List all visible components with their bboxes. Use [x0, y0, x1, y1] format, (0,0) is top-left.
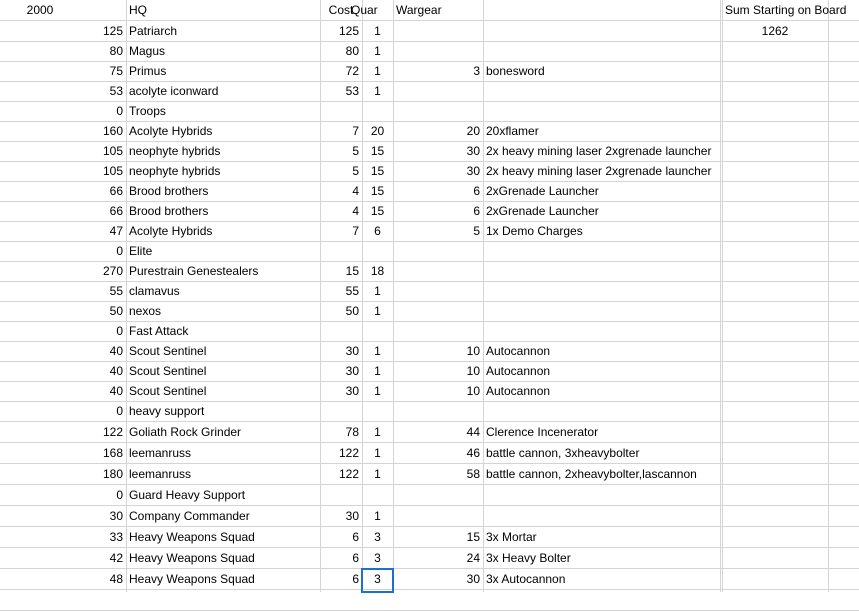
wargear-description-cell[interactable]: [483, 281, 720, 301]
quantity-cell[interactable]: 1: [374, 284, 381, 298]
wargear-description-cell[interactable]: [483, 261, 720, 281]
cost-cell[interactable]: 78: [345, 425, 359, 439]
quantity-cell[interactable]: 3: [374, 572, 381, 586]
unit-name-cell[interactable]: Heavy Weapons Squad: [129, 530, 255, 544]
unit-name-cell[interactable]: Heavy Weapons Squad: [129, 572, 255, 586]
quantity-cell[interactable]: 1: [374, 84, 381, 98]
cost-cell[interactable]: 125: [338, 24, 359, 38]
quantity-cell[interactable]: 1: [374, 64, 381, 78]
unit-name-cell[interactable]: Fast Attack: [129, 324, 189, 338]
wargear-cost-cell[interactable]: [393, 401, 483, 421]
unit-name-cell[interactable]: Company Commander: [129, 509, 250, 523]
points-cell[interactable]: 50: [109, 304, 123, 318]
wargear-description-cell[interactable]: 2x heavy mining laser 2xgrenade launcher: [486, 164, 712, 178]
wargear-description-cell[interactable]: [483, 401, 720, 421]
points-cell[interactable]: 66: [109, 184, 123, 198]
cost-cell[interactable]: 5: [352, 144, 359, 158]
wargear-cost-cell[interactable]: 30: [466, 144, 480, 158]
wargear-cost-cell[interactable]: 30: [466, 164, 480, 178]
points-cell[interactable]: 160: [102, 124, 123, 138]
unit-name-cell[interactable]: Goliath Rock Grinder: [129, 425, 242, 439]
quantity-cell[interactable]: [362, 321, 393, 341]
column-gridline: [828, 0, 829, 592]
wargear-cost-cell[interactable]: [393, 281, 483, 301]
unit-name-cell[interactable]: Troops: [129, 104, 166, 118]
cost-cell[interactable]: 30: [345, 509, 359, 523]
unit-name-cell[interactable]: Scout Sentinel: [129, 364, 207, 378]
wargear-cost-cell[interactable]: [393, 21, 483, 41]
wargear-cost-cell[interactable]: 6: [473, 184, 480, 198]
wargear-cost-cell[interactable]: [393, 485, 483, 505]
header-cell-c[interactable]: Cost: [328, 3, 354, 17]
wargear-cost-cell[interactable]: 10: [466, 384, 480, 398]
cost-cell[interactable]: 7: [352, 124, 359, 138]
points-cell[interactable]: 75: [109, 64, 123, 78]
quantity-cell[interactable]: [362, 241, 393, 261]
wargear-cost-cell[interactable]: 46: [466, 446, 480, 460]
unit-name-cell[interactable]: Scout Sentinel: [129, 344, 207, 358]
quantity-cell[interactable]: 1: [374, 44, 381, 58]
wargear-description-cell[interactable]: [483, 41, 720, 61]
quantity-cell[interactable]: 15: [370, 204, 385, 218]
cost-cell[interactable]: 30: [345, 344, 359, 358]
quantity-cell[interactable]: 20: [370, 124, 385, 138]
wargear-description-cell[interactable]: [483, 241, 720, 261]
quantity-cell[interactable]: 15: [370, 184, 385, 198]
wargear-cost-cell[interactable]: [393, 261, 483, 281]
wargear-cost-cell[interactable]: [393, 301, 483, 321]
points-cell[interactable]: 0: [116, 104, 123, 118]
points-cell[interactable]: 0: [116, 324, 123, 338]
wargear-description-cell[interactable]: 3x Autocannon: [486, 572, 566, 586]
quantity-cell[interactable]: 1: [374, 425, 381, 439]
quantity-cell[interactable]: 1: [374, 364, 381, 378]
quantity-cell[interactable]: 1: [374, 304, 381, 318]
wargear-cost-cell[interactable]: 3: [473, 64, 480, 78]
sum-starting-value-cell[interactable]: 1262: [761, 24, 789, 38]
header-cell-e[interactable]: Wargear: [396, 3, 442, 17]
points-cell[interactable]: 40: [109, 364, 123, 378]
cost-cell[interactable]: 6: [352, 530, 359, 544]
unit-name-cell[interactable]: Patriarch: [129, 24, 178, 38]
wargear-description-cell[interactable]: battle cannon, 2xheavybolter,lascannon: [486, 467, 697, 481]
wargear-description-cell[interactable]: [483, 21, 720, 41]
points-cell[interactable]: 0: [116, 404, 123, 418]
points-cell[interactable]: 48: [109, 572, 123, 586]
quantity-cell[interactable]: 3: [374, 530, 381, 544]
points-cell[interactable]: 40: [109, 344, 123, 358]
wargear-description-cell[interactable]: [483, 301, 720, 321]
cost-cell[interactable]: [320, 241, 362, 261]
unit-name-cell[interactable]: acolyte iconward: [129, 84, 219, 98]
cost-cell[interactable]: 30: [345, 364, 359, 378]
wargear-description-cell[interactable]: [483, 101, 720, 121]
wargear-cost-cell[interactable]: [393, 241, 483, 261]
points-cell[interactable]: 53: [109, 84, 123, 98]
wargear-cost-cell[interactable]: [393, 101, 483, 121]
quantity-cell[interactable]: 1: [374, 384, 381, 398]
wargear-cost-cell[interactable]: 24: [466, 551, 480, 565]
quantity-cell[interactable]: 1: [374, 24, 381, 38]
quantity-cell[interactable]: 15: [370, 144, 385, 158]
header-cell-a[interactable]: 2000: [26, 3, 54, 17]
unit-name-cell[interactable]: leemanruss: [129, 467, 192, 481]
wargear-description-cell[interactable]: 3x Heavy Bolter: [486, 551, 571, 565]
unit-name-cell[interactable]: leemanruss: [129, 446, 192, 460]
quantity-cell[interactable]: 1: [374, 467, 381, 481]
quantity-cell[interactable]: [362, 485, 393, 505]
cost-cell[interactable]: 4: [352, 184, 359, 198]
unit-name-cell[interactable]: Primus: [129, 64, 167, 78]
wargear-description-cell[interactable]: [483, 485, 720, 505]
wargear-description-cell[interactable]: Clerence Incenerator: [486, 425, 599, 439]
unit-name-cell[interactable]: Elite: [129, 244, 153, 258]
unit-name-cell[interactable]: Brood brothers: [129, 204, 209, 218]
cost-cell[interactable]: 5: [352, 164, 359, 178]
row-gridline: [0, 589, 859, 590]
cost-cell[interactable]: 7: [352, 224, 359, 238]
unit-name-cell[interactable]: Magus: [129, 44, 166, 58]
points-cell[interactable]: 42: [109, 551, 123, 565]
column-gridline: [722, 0, 723, 592]
quantity-cell[interactable]: 1: [374, 446, 381, 460]
points-cell[interactable]: 40: [109, 384, 123, 398]
header-cell-b[interactable]: HQ: [129, 3, 147, 17]
unit-name-cell[interactable]: clamavus: [129, 284, 180, 298]
wargear-description-cell[interactable]: [483, 321, 720, 341]
quantity-cell[interactable]: 1: [374, 509, 381, 523]
cost-cell[interactable]: [320, 101, 362, 121]
points-cell[interactable]: 55: [109, 284, 123, 298]
wargear-description-cell[interactable]: battle cannon, 3xheavybolter: [486, 446, 640, 460]
wargear-cost-cell[interactable]: [393, 81, 483, 101]
wargear-description-cell[interactable]: 2xGrenade Launcher: [486, 184, 599, 198]
quantity-cell[interactable]: 18: [370, 264, 385, 278]
wargear-cost-cell[interactable]: 6: [473, 204, 480, 218]
wargear-cost-cell[interactable]: 58: [466, 467, 480, 481]
unit-name-cell[interactable]: Guard Heavy Support: [129, 488, 246, 502]
wargear-description-cell[interactable]: 2x heavy mining laser 2xgrenade launcher: [486, 144, 712, 158]
cost-cell[interactable]: 122: [338, 446, 359, 460]
wargear-cost-cell[interactable]: 15: [466, 530, 480, 544]
points-cell[interactable]: 0: [116, 244, 123, 258]
unit-name-cell[interactable]: neophyte hybrids: [129, 144, 221, 158]
unit-name-cell[interactable]: nexos: [129, 304, 162, 318]
cost-cell[interactable]: 4: [352, 204, 359, 218]
wargear-cost-cell[interactable]: 10: [466, 344, 480, 358]
column-gridline: [720, 0, 721, 592]
cost-cell[interactable]: 15: [345, 264, 359, 278]
cost-cell[interactable]: [320, 485, 362, 505]
cost-cell[interactable]: 80: [345, 44, 359, 58]
unit-name-cell[interactable]: Heavy Weapons Squad: [129, 551, 255, 565]
quantity-cell[interactable]: 15: [370, 164, 385, 178]
wargear-description-cell[interactable]: 20xflamer: [486, 124, 539, 138]
header-cell-h[interactable]: Sum Starting on Board: [725, 3, 847, 17]
points-cell[interactable]: 0: [116, 488, 123, 502]
quantity-cell[interactable]: [362, 101, 393, 121]
wargear-cost-cell[interactable]: 5: [473, 224, 480, 238]
wargear-description-cell[interactable]: Autocannon: [486, 364, 551, 378]
cost-cell[interactable]: [320, 401, 362, 421]
wargear-description-cell[interactable]: [483, 81, 720, 101]
quantity-cell[interactable]: [362, 401, 393, 421]
unit-name-cell[interactable]: neophyte hybrids: [129, 164, 221, 178]
wargear-description-cell[interactable]: 2xGrenade Launcher: [486, 204, 599, 218]
wargear-cost-cell[interactable]: 30: [466, 572, 480, 586]
points-cell[interactable]: 270: [102, 264, 123, 278]
cost-cell[interactable]: 72: [345, 64, 359, 78]
cost-cell[interactable]: 6: [352, 551, 359, 565]
cost-cell[interactable]: 6: [352, 572, 359, 586]
unit-name-cell[interactable]: Scout Sentinel: [129, 384, 207, 398]
points-cell[interactable]: 122: [102, 425, 123, 439]
points-cell[interactable]: 105: [102, 164, 123, 178]
points-cell[interactable]: 105: [102, 144, 123, 158]
wargear-description-cell[interactable]: 1x Demo Charges: [486, 224, 583, 238]
points-cell[interactable]: 30: [109, 509, 123, 523]
points-cell[interactable]: 47: [109, 224, 123, 238]
cost-cell[interactable]: 53: [345, 84, 359, 98]
wargear-description-cell[interactable]: Autocannon: [486, 384, 551, 398]
wargear-cost-cell[interactable]: 20: [466, 124, 480, 138]
cost-cell[interactable]: 55: [345, 284, 359, 298]
cost-cell[interactable]: [320, 321, 362, 341]
points-cell[interactable]: 168: [102, 446, 123, 460]
wargear-cost-cell[interactable]: 44: [466, 425, 480, 439]
quantity-cell[interactable]: 3: [374, 551, 381, 565]
unit-name-cell[interactable]: Acolyte Hybrids: [129, 124, 213, 138]
unit-name-cell[interactable]: Brood brothers: [129, 184, 209, 198]
points-cell[interactable]: 125: [102, 24, 123, 38]
points-cell[interactable]: 33: [109, 530, 123, 544]
points-cell[interactable]: 180: [102, 467, 123, 481]
quantity-cell[interactable]: 1: [374, 344, 381, 358]
points-cell[interactable]: 66: [109, 204, 123, 218]
wargear-cost-cell[interactable]: [393, 41, 483, 61]
unit-name-cell[interactable]: Acolyte Hybrids: [129, 224, 213, 238]
cost-cell[interactable]: 30: [345, 384, 359, 398]
wargear-description-cell[interactable]: 3x Mortar: [486, 530, 537, 544]
cost-cell[interactable]: 122: [338, 467, 359, 481]
unit-name-cell[interactable]: heavy support: [129, 404, 205, 418]
header-cell-d[interactable]: Quar: [351, 3, 378, 17]
wargear-cost-cell[interactable]: [393, 506, 483, 526]
wargear-description-cell[interactable]: [483, 506, 720, 526]
wargear-description-cell[interactable]: bonesword: [486, 64, 545, 78]
wargear-cost-cell[interactable]: [393, 321, 483, 341]
cost-cell[interactable]: 50: [345, 304, 359, 318]
wargear-cost-cell[interactable]: 10: [466, 364, 480, 378]
wargear-description-cell[interactable]: Autocannon: [486, 344, 551, 358]
points-cell[interactable]: 80: [109, 44, 123, 58]
unit-name-cell[interactable]: Purestrain Genestealers: [129, 264, 259, 278]
quantity-cell[interactable]: 6: [374, 224, 381, 238]
